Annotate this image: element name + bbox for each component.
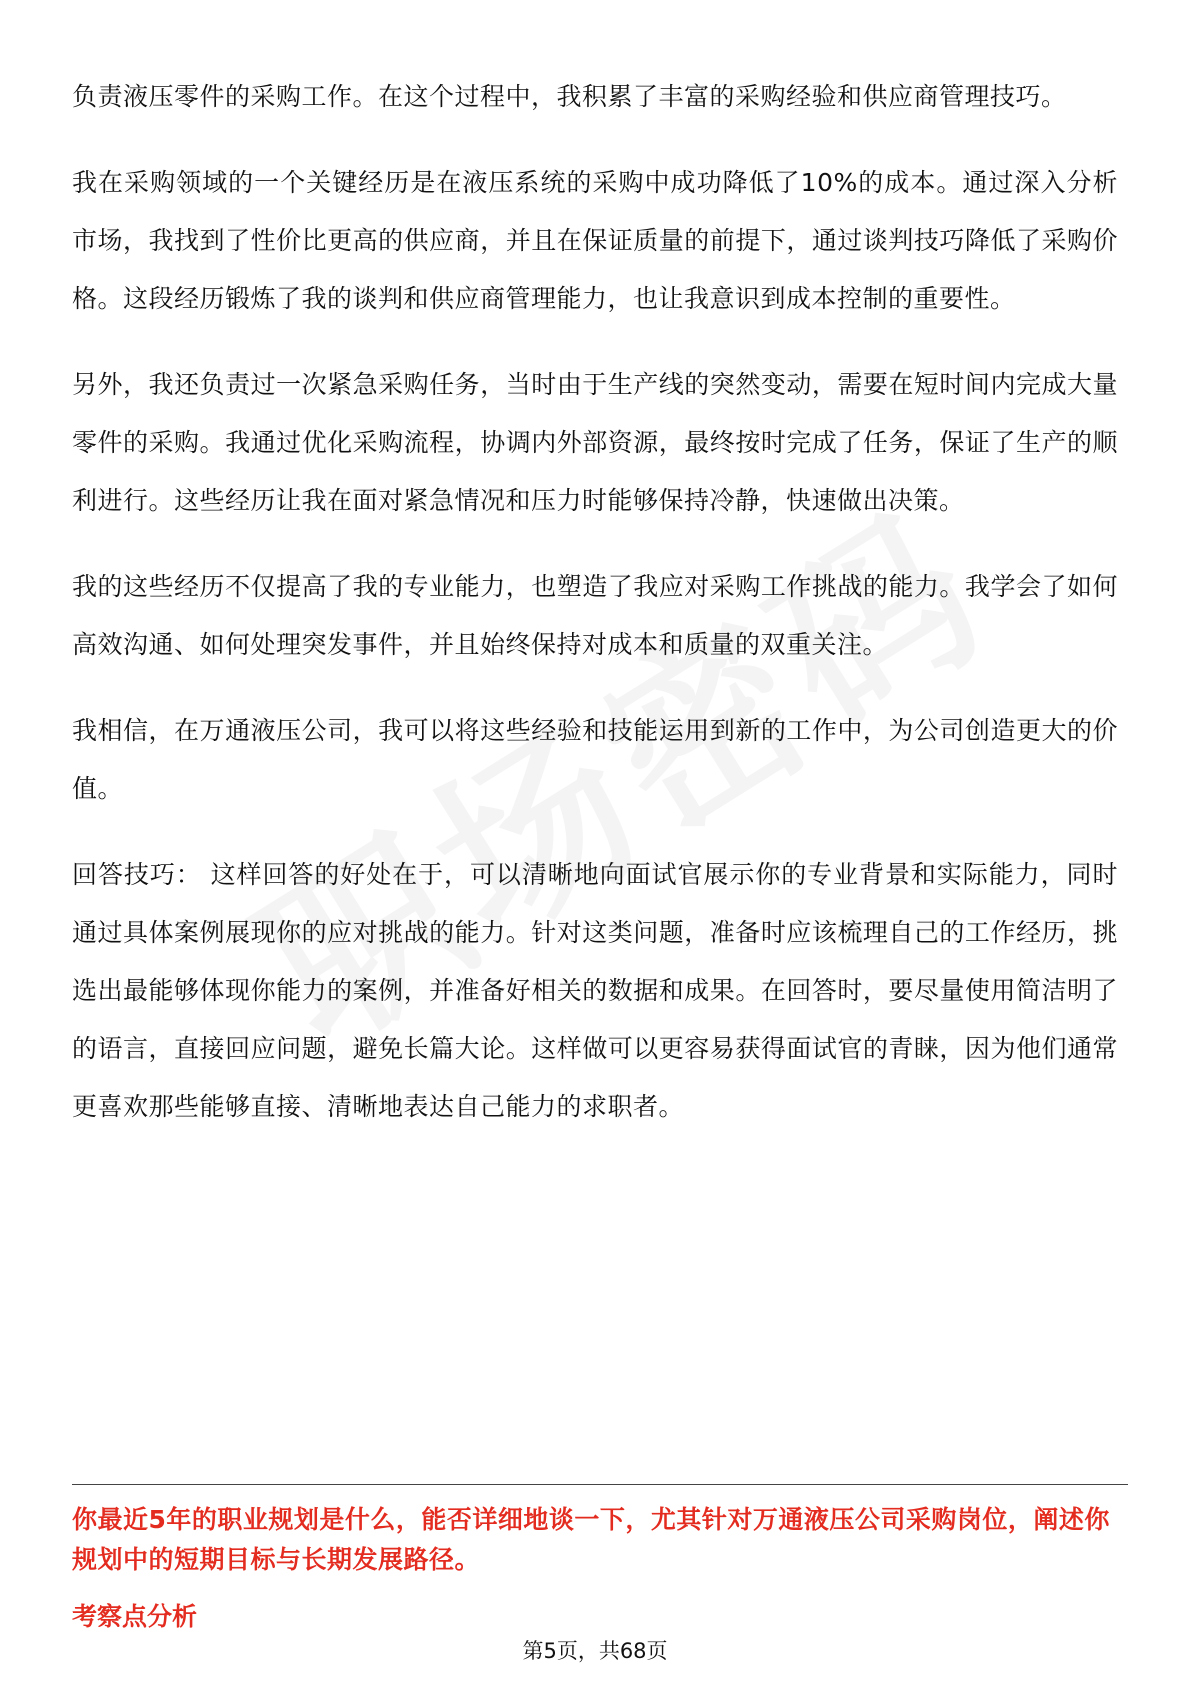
page-number: 第5页，共68页 bbox=[522, 1639, 668, 1663]
section-divider bbox=[72, 1484, 1128, 1485]
interview-question: 你最近5年的职业规划是什么，能否详细地谈一下，尤其针对万通液压公司采购岗位，阐述你规划中的短期目标与长期发展路径。 bbox=[72, 1505, 1110, 1574]
paragraph-5: 我相信，在万通液压公司，我可以将这些经验和技能运用到新的工作中，为公司创造更大的价值。 bbox=[72, 716, 1118, 803]
section-title: 考察点分析 bbox=[72, 1602, 198, 1631]
paragraph-3: 另外，我还负责过一次紧急采购任务，当时由于生产线的突然变动，需要在短时间内完成大量零件的采购。我通过优化采购流程，协调内外部资源，最终按时完成了任务，保证了生产的顺利进行。这些经历让我在面对紧急情况和压力时能够保持冷静，快速做出决策。 bbox=[72, 370, 1118, 515]
paragraph-1: 负责液压零件的采购工作。在这个过程中，我积累了丰富的采购经验和供应商管理技巧。 bbox=[72, 82, 1067, 111]
answer-tips-paragraph: 回答技巧： 这样回答的好处在于，可以清晰地向面试官展示你的专业背景和实际能力，同时通过具体案例展现你的应对挑战的能力。针对这类问题，准备时应该梳理自己的工作经历，挑选出最能够体现你能力的案例，并准备好相关的数据和成果。在回答时，要尽量使用简洁明了的语言，直接回应问题，避免长篇大论。这样做可以更容易获得面试官的青睐，因为他们通常更喜欢那些能够直接、清晰地表达自己能力的求职者。 bbox=[72, 860, 1118, 1121]
paragraph-4: 我的这些经历不仅提高了我的专业能力，也塑造了我应对采购工作挑战的能力。我学会了如何高效沟通、如何处理突发事件，并且始终保持对成本和质量的双重关注。 bbox=[72, 572, 1118, 659]
body-content bbox=[72, 68, 1118, 1164]
paragraph-2: 我在采购领域的一个关键经历是在液压系统的采购中成功降低了10%的成本。通过深入分析市场，我找到了性价比更高的供应商，并且在保证质量的前提下，通过谈判技巧降低了采购价格。这段经历锻炼了我的谈判和供应商管理能力，也让我意识到成本控制的重要性。 bbox=[72, 168, 1118, 313]
